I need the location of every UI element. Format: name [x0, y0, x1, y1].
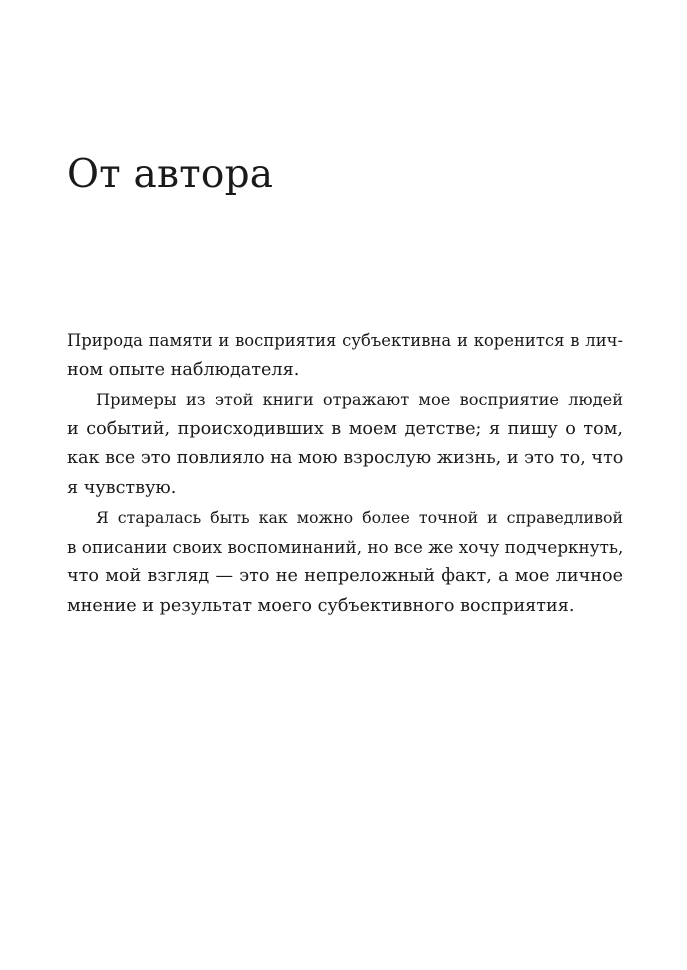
body-text — [67, 326, 623, 621]
chapter-title: От автора — [67, 152, 274, 197]
text-line: в описании своих воспоминаний, но все же хочу подчеркнуть, — [67, 536, 624, 557]
paragraph-3 — [67, 503, 623, 621]
text-line: Природа памяти и восприятия субъективна и коренится в лич- — [67, 331, 623, 350]
text-line: что мой взгляд — это не непреложный факт, а мое личное — [67, 566, 623, 586]
text-line: Я старалась быть как можно более точной и справедливой — [96, 508, 623, 527]
text-line: мнение и результат моего субъективного восприятия. — [67, 595, 575, 616]
text-line: как все это повлияло на мою взрослую жизнь, и это то, что — [67, 448, 624, 468]
text-line: я чувствую. — [67, 477, 177, 498]
text-line: и событий, происходивших в моем детстве; я пишу о том, — [67, 418, 623, 439]
text-line: ном опыте наблюдателя. — [67, 359, 300, 380]
text-line: Примеры из этой книги отражают мое восприятие людей — [96, 390, 623, 409]
paragraph-2 — [67, 385, 623, 503]
paragraph-1 — [67, 326, 623, 385]
